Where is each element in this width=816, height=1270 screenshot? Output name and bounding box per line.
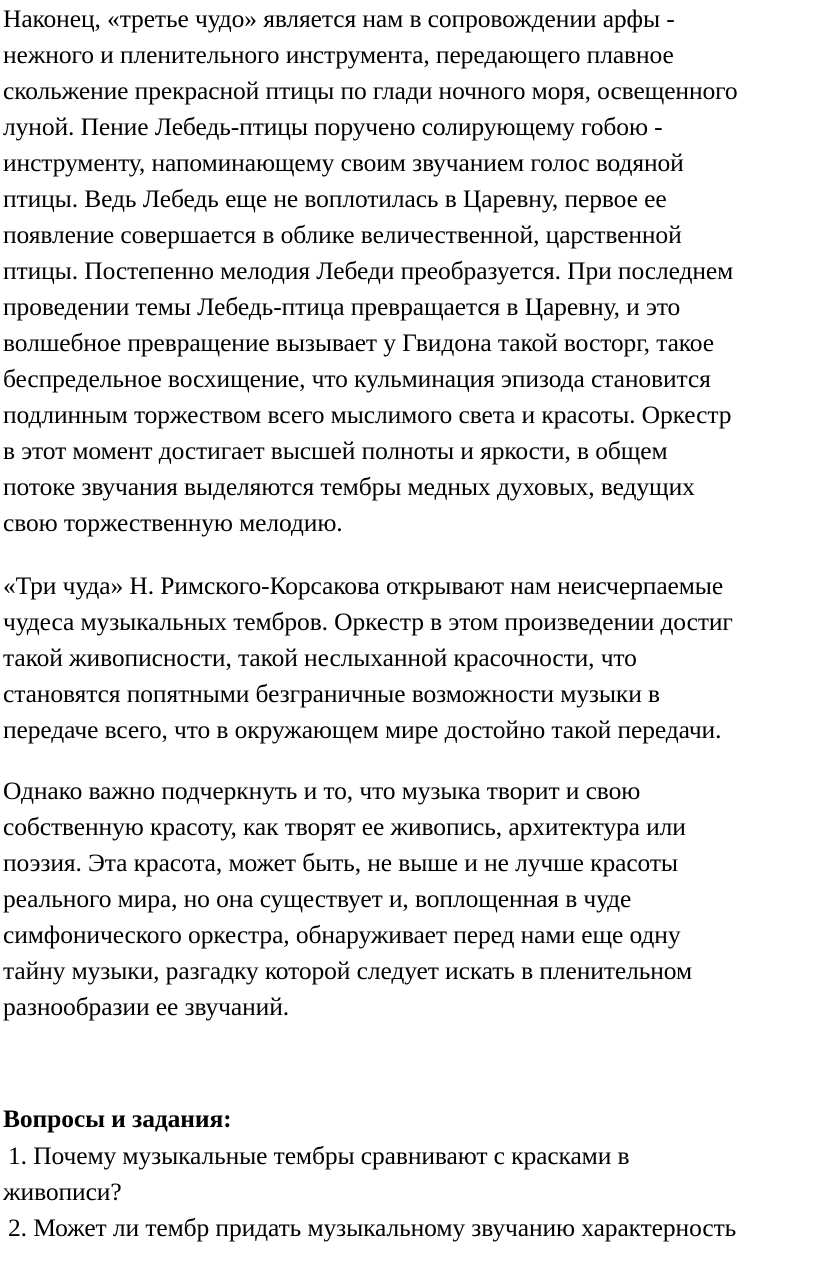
text-line: реального мира, но она существует и, воплощенная в чуде — [3, 884, 632, 913]
text-line: нежного и пленительного инструмента, передающего плавное — [3, 40, 674, 69]
text-line: беспредельное восхищение, что кульминация эпизода становится — [3, 364, 711, 393]
text-line: птицы. Постепенно мелодия Лебеди преобразуется. При последнем — [3, 256, 734, 285]
text-line: волшебное превращение вызывает у Гвидона такой восторг, такое — [3, 328, 714, 357]
text-line: поэзия. Эта красота, может быть, не выше и не лучше красоты — [3, 848, 678, 877]
text-line: скольжение прекрасной птицы по глади ночного моря, освещенного — [3, 76, 738, 105]
text-line: в этот момент достигает высшей полноты и яркости, в общем — [3, 436, 668, 465]
text-line: тайну музыки, разгадку которой следует искать в пленительном — [3, 956, 692, 985]
text-line: такой живописности, такой неслыханной красочности, что — [3, 643, 637, 672]
text-line: инструменту, напоминающему своим звучанием голос водяной — [3, 148, 684, 177]
text-line: птицы. Ведь Лебедь еще не воплотилась в Царевну, первое ее — [3, 184, 667, 213]
text-line: Однако важно подчеркнуть и то, что музыка творит и свою — [3, 776, 641, 805]
text-line: потоке звучания выделяются тембры медных духовых, ведущих — [3, 472, 695, 501]
question-item: 1. Почему музыкальные тембры сравнивают с красками в — [8, 1141, 630, 1170]
text-line: «Три чуда» Н. Римского-Корсакова открывают нам неисчерпаемые — [3, 571, 724, 600]
question-item-continuation: живописи? — [3, 1177, 122, 1206]
text-line: свою торжественную мелодию. — [3, 508, 343, 537]
text-line: луной. Пение Лебедь-птицы поручено солирующему гобою - — [3, 112, 663, 141]
text-line: симфонического оркестра, обнаруживает перед нами еще одну — [3, 920, 681, 949]
text-line: Наконец, «третье чудо» является нам в сопровождении арфы - — [3, 4, 675, 33]
text-line: появление совершается в облике величественной, царственной — [3, 220, 682, 249]
questions-heading: Вопросы и задания: — [3, 1104, 232, 1133]
text-line: собственную красоту, как творят ее живопись, архитектура или — [3, 812, 686, 841]
text-line: подлинным торжеством всего мыслимого света и красоты. Оркестр — [3, 400, 732, 429]
text-line: разнообразии ее звучаний. — [3, 992, 290, 1021]
text-line: передаче всего, что в окружающем мире достойно такой передачи. — [3, 715, 722, 744]
question-item: 2. Может ли тембр придать музыкальному звучанию характерность — [8, 1213, 737, 1242]
text-line: проведении темы Лебедь-птица превращается в Царевну, и это — [3, 292, 681, 321]
text-line: чудеса музыкальных тембров. Оркестр в этом произведении достиг — [3, 607, 733, 636]
text-line: становятся попятными безграничные возможности музыки в — [3, 679, 660, 708]
